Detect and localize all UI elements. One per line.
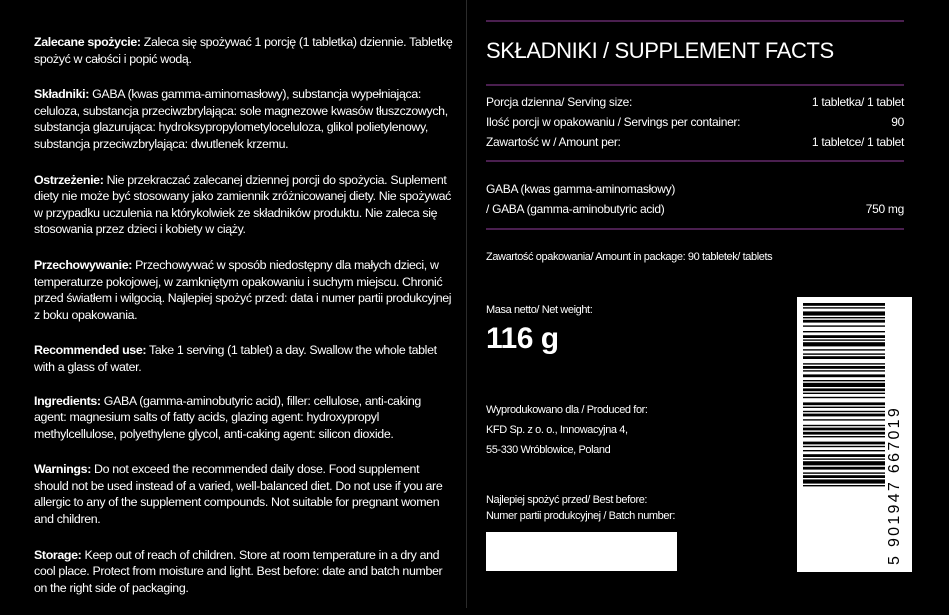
- net-weight-value: 116 g: [486, 322, 559, 355]
- barcode-bar: [803, 388, 885, 391]
- producer-address-1: KFD Sp. z o. o., Innowacyjna 4,: [486, 424, 628, 436]
- net-weight-label: Masa netto/ Net weight:: [486, 304, 593, 316]
- recommended-use-pl: Zalecane spożycie: Zaleca się spożywać 1 porcję (1 tabletka) dziennie. Tabletkę spożyć w całości i popić wodą.: [34, 35, 453, 66]
- barcode-bar: [803, 303, 885, 306]
- barcode-bar: [803, 307, 885, 308]
- barcode-bar: [803, 397, 885, 398]
- barcode-bar: [803, 363, 885, 364]
- accent-line-top: [486, 20, 904, 22]
- barcode-bar: [803, 349, 885, 350]
- barcode-bar: [803, 339, 885, 340]
- gaba-row: / GABA (gamma-aminobutyric acid) 750 mg: [486, 202, 904, 216]
- barcode-bar: [803, 419, 885, 420]
- recommended-use-en: Recommended use: Take 1 serving (1 tablet) a day. Swallow the whole tablet with a glass of water.: [34, 343, 437, 374]
- barcode-bar: [803, 454, 885, 457]
- barcode-bar: [803, 356, 885, 359]
- accent-line-bottom: [486, 228, 904, 230]
- barcode-bar: [803, 353, 885, 354]
- ingredients-pl: Składniki: GABA (kwas gamma-aminomasłowy), substancja wypełniająca: celuloza, substancja przeciwzbrylająca: sole magnezowe kwasów tłuszczowych, substancja glazurująca: hydroksypropylometyloceluloza, glikol polietylenowy, substancja przeciwzbrylająca: dwutlenek krzemu.: [34, 87, 448, 151]
- accent-line-mid: [486, 160, 904, 162]
- barcode: [797, 297, 912, 572]
- barcode-bar: [803, 402, 885, 405]
- barcode-digits: 5 901947 667019: [886, 405, 903, 565]
- amount-per-row: Zawartość w / Amount per: 1 tabletce/ 1 tablet: [486, 135, 904, 149]
- barcode-bar: [803, 461, 885, 465]
- barcode-bar: [803, 428, 885, 431]
- producer-label: Wyprodukowano dla / Produced for:: [486, 404, 648, 416]
- servings-per-container-row: Ilość porcji w opakowaniu / Servings per container: 90: [486, 115, 904, 129]
- barcode-bar: [803, 442, 885, 445]
- batch-print-area: [486, 532, 677, 571]
- barcode-bar: [803, 325, 885, 326]
- barcode-bar: [803, 380, 885, 381]
- barcode-bar: [803, 436, 885, 437]
- barcode-bar: [803, 311, 885, 315]
- barcode-bar: [803, 479, 885, 483]
- barcode-bar: [803, 467, 885, 470]
- storage-pl: Przechowywanie: Przechowywać w sposób niedostępny dla małych dzieci, w temperaturze pokojowej, w zamkniętym opakowaniu i suchym miejscu. Chronić przed światłem i wilgocią. Najlepiej spożyć przed: data i numer partii produkcyjnej z boku opakowania.: [34, 257, 452, 322]
- barcode-bar: [803, 393, 885, 394]
- serving-size-row: Porcja dzienna/ Serving size: 1 tabletka/ 1 tablet: [486, 95, 904, 109]
- warnings-pl: Ostrzeżenie: Nie przekraczać zalecanej dziennej porcji do spożycia. Suplement diety nie może być stosowany jako zamiennik zróżnicowanej diety. Nie spożywać w przypadku uczulenia na którykolwiek ze składników produktu. Nie zaleca się stosowania przez dzieci i kobiety w ciąży.: [34, 172, 452, 237]
- usage-instructions-column: [34, 34, 456, 615]
- barcode-bar: [803, 320, 885, 323]
- warnings-en: Warnings: Do not exceed the recommended daily dose. Food supplement should not be used instead of a varied, well-balanced diet. Do not use if you are allergic to any of the supplement compounds. Not suitable for pregnant women and children.: [34, 462, 443, 527]
- barcode-bar: [803, 411, 885, 412]
- barcode-bar: [803, 383, 885, 387]
- barcode-bar: [803, 331, 885, 332]
- barcode-graphic: [797, 297, 912, 572]
- gaba-name-pl: GABA (kwas gamma-aminomasłowy): [486, 182, 676, 196]
- barcode-bar: [803, 472, 885, 473]
- barcode-bar: [803, 485, 885, 486]
- barcode-bar: [803, 450, 885, 451]
- barcode-bar: [803, 432, 885, 435]
- facts-title: SKŁADNIKI / SUPPLEMENT FACTS: [486, 38, 834, 63]
- accent-line-title: [486, 84, 904, 86]
- barcode-bar: [803, 407, 885, 408]
- barcode-bar: [803, 317, 885, 318]
- barcode-bar: [803, 414, 885, 417]
- batch-number-label: Numer partii produkcyjnej / Batch number:: [486, 510, 676, 522]
- barcode-bar: [803, 425, 885, 426]
- barcode-bar: [803, 458, 885, 459]
- barcode-bar: [803, 335, 885, 338]
- barcode-bar: [803, 475, 885, 478]
- barcode-bar: [803, 342, 885, 346]
- barcode-bar: [803, 366, 885, 369]
- ingredients-en: Ingredients: GABA (gamma-aminobutyric acid), filler: cellulose, anti-caking agent: magnesium salts of fatty acids, glazing agent: hydroxypropyl methylcellulose, polyethylene glycol, anti-caking agent: silicon dioxide.: [34, 393, 421, 441]
- storage-en: Storage: Keep out of reach of children. Store at room temperature in a dry and cool place. Protect from moisture and light. Best before: date and batch number on the right side of packaging.: [34, 547, 443, 595]
- producer-address-2: 55-330 Wróblowice, Poland: [486, 444, 611, 456]
- best-before-label: Najlepiej spożyć przed/ Best before:: [486, 494, 648, 506]
- column-divider: [466, 0, 467, 608]
- barcode-bar: [803, 374, 885, 377]
- package-contents: Zawartość opakowania/ Amount in package: 90 tabletek/ tablets: [486, 251, 773, 263]
- barcode-bar: [803, 370, 885, 371]
- barcode-bar: [803, 446, 885, 447]
